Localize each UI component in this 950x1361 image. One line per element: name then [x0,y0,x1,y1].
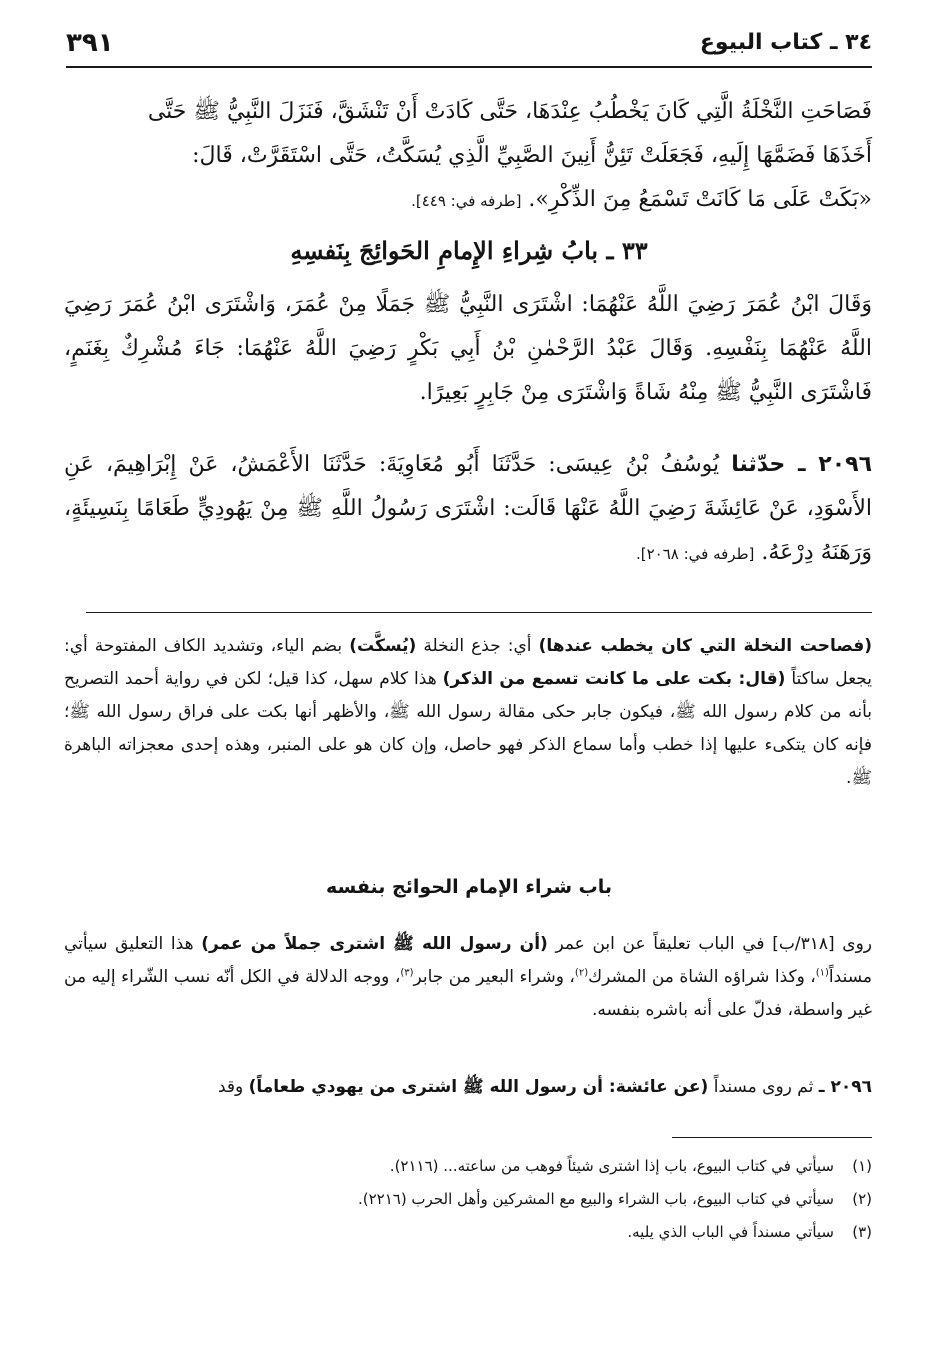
main-text-quote: «بَكَتْ عَلَى مَا كَانَتْ تَسْمَعُ مِنَ الذِّكْرِ». [528,187,872,212]
commentary-text: ثم روى مسنداً [708,1077,819,1097]
commentary-text: أي: جذع النخلة [416,636,539,656]
footnote-number: (٢) [852,1190,872,1208]
cross-reference: [طرفه في: ٢٠٦٨]. [635,545,755,563]
hadith-number: ٢٠٩٦ ـ حدّثنا [731,452,872,477]
footnote [64,1150,872,1183]
running-header [66,22,872,68]
quoted-phrase: (عن عائشة: أن رسول الله ﷺ اشترى من يهودي طعاماً) [248,1077,709,1097]
commentary-heading: باب شراء الإمام الحوائج بنفسه [325,876,613,898]
main-text-top [64,90,872,223]
chapter-title: ٣٤ ـ كتاب البيوع [699,30,872,55]
quoted-phrase: (قال: بكت على ما كانت تسمع من الذكر) [442,669,786,689]
quoted-phrase: (أن رسول الله ﷺ اشترى جملاً من عمر) [201,934,548,954]
main-text-line: فَصَاحَتِ النَّخْلَةُ الَّتِي كَانَ يَخْطُبُ عِنْدَهَا، حَتَّى كَادَتْ أَنْ تَنْشَقَّ، فَنَزَلَ النَّبِيُّ ﷺ حَتَّى [147,99,872,124]
commentary-text: بضم الياء، وتشديد الكاف المفتوحة أي: يجعل ساكتاً [64,636,872,689]
footnote-number: (٣) [852,1223,872,1241]
cross-reference: [طرفه في: ٤٤٩]. [411,192,522,210]
quoted-phrase: (فصاحت النخلة التي كان يخطب عندها) [538,636,872,656]
commentary-paragraph [64,630,872,795]
hadith-block [64,443,872,576]
footnote-divider [672,1137,872,1138]
commentary-paragraph [64,1071,872,1104]
footnote [64,1183,872,1216]
page-number: ٣٩١ [66,28,114,58]
footnote-text: سيأتي في كتاب البيوع، باب إذا اشترى شيئاً فوهب من ساعته... (٢١١٦). [389,1157,834,1175]
hadith-paragraph [64,443,872,576]
commentary-text: هذا كلام سهل، كذا قيل؛ لكن في رواية أحمد التصريح بأنه من كلام رسول الله ﷺ، فيكون جابر حكى مقالة رسول الله ﷺ، والأظهر أنها بكت على فراق رسول الله ﷺ؛ فإنه كان يتكىء عليها إذا خطب وأما سماع الذكر فهو حاصل، وإن كان هو على المنبر، وهذه إحدى معجزاته الباهرة ﷺ. [64,669,872,788]
bab-paragraph: وَقَالَ ابْنُ عُمَرَ رَضِيَ اللَّهُ عَنْهُمَا: اشْتَرَى النَّبِيُّ ﷺ جَمَلًا مِنْ عُمَرَ، وَاشْتَرَى ابْنُ عُمَرَ رَضِيَ اللَّهُ عَنْهُمَا بِنَفْسِهِ. وَقَالَ عَبْدُ الرَّحْمٰنِ بْنُ أَبِي بَكْرٍ رَضِيَ اللَّهُ عَنْهُمَا: جَاءَ مُشْرِكٌ بِغَنَمٍ، فَاشْتَرَى النَّبِيُّ ﷺ مِنْهُ شَاةً وَاشْتَرَى مِنْ جَابِرٍ بَعِيرًا. [64,292,872,405]
commentary-text: ، وشراء البعير من جابر [413,967,575,987]
footnotes [64,1150,872,1249]
commentary-block [64,630,872,795]
commentary-text: وقد [217,1077,249,1097]
footnote-marker: (٢) [574,967,589,979]
quoted-phrase: (يُسكَّت) [349,636,417,656]
main-text-line [64,178,872,223]
footnote-marker: (١) [815,967,829,979]
commentary-text: ، وكذا شراؤه الشاة من المشرك [588,967,816,987]
commentary-block-2 [64,928,872,1027]
commentary-text: ، ووجه الدلالة في الكل أنّه نسب الشّراء إليه من غير واسطة، فدلّ على أنه باشره بنفسه. [64,967,872,1020]
hadith-text: يُوسُفُ بْنُ عِيسَى: حَدَّثَنَا أَبُو مُعَاوِيَةَ: حَدَّثَنَا الأَعْمَشُ، عَنْ إِبْرَاهِيمَ، عَنِ الأَسْوَدِ، عَنْ عَائِشَةَ رَضِيَ اللَّهُ عَنْهَا قَالَت: اشْتَرَى رَسُولُ اللَّهِ ﷺ مِنْ يَهُودِيٍّ طَعَامًا بِنَسِيئَةٍ، وَرَهَنَهُ دِرْعَهُ. [64,452,872,565]
commentary-paragraph [64,928,872,1027]
footnote-marker: (٣) [400,967,414,979]
commentary-divider [86,612,872,613]
commentary-block-3 [64,1071,872,1104]
footnote-text: سيأتي مسنداً في الباب الذي يليه. [627,1223,834,1241]
main-text-line: أَخَذَهَا فَضَمَّهَا إِلَيهِ، فَجَعَلَتْ تَئِنُّ أَنِينَ الصَّبِيِّ الَّذِي يُسَكَّتُ، حَتَّى اسْتَقَرَّتْ، قَالَ: [192,143,872,168]
footnote [64,1216,872,1249]
hadith-number: ٢٠٩٦ ـ [818,1077,872,1097]
bab-text [64,283,872,415]
footnote-text: سيأتي في كتاب البيوع، باب الشراء والبيع مع المشركين وأهل الحرب (٢٢١٦). [357,1190,834,1208]
bab-heading: ٣٣ ـ بابُ شِراءِ الإِمامِ الحَوائِجَ بِنَفسِهِ [290,236,648,265]
commentary-text: روى [٣١٨/ب] في الباب تعليقاً عن ابن عمر [547,934,872,954]
commentary-text: هذا التعليق سيأتي مسنداً [64,934,872,987]
footnote-number: (١) [852,1157,872,1175]
